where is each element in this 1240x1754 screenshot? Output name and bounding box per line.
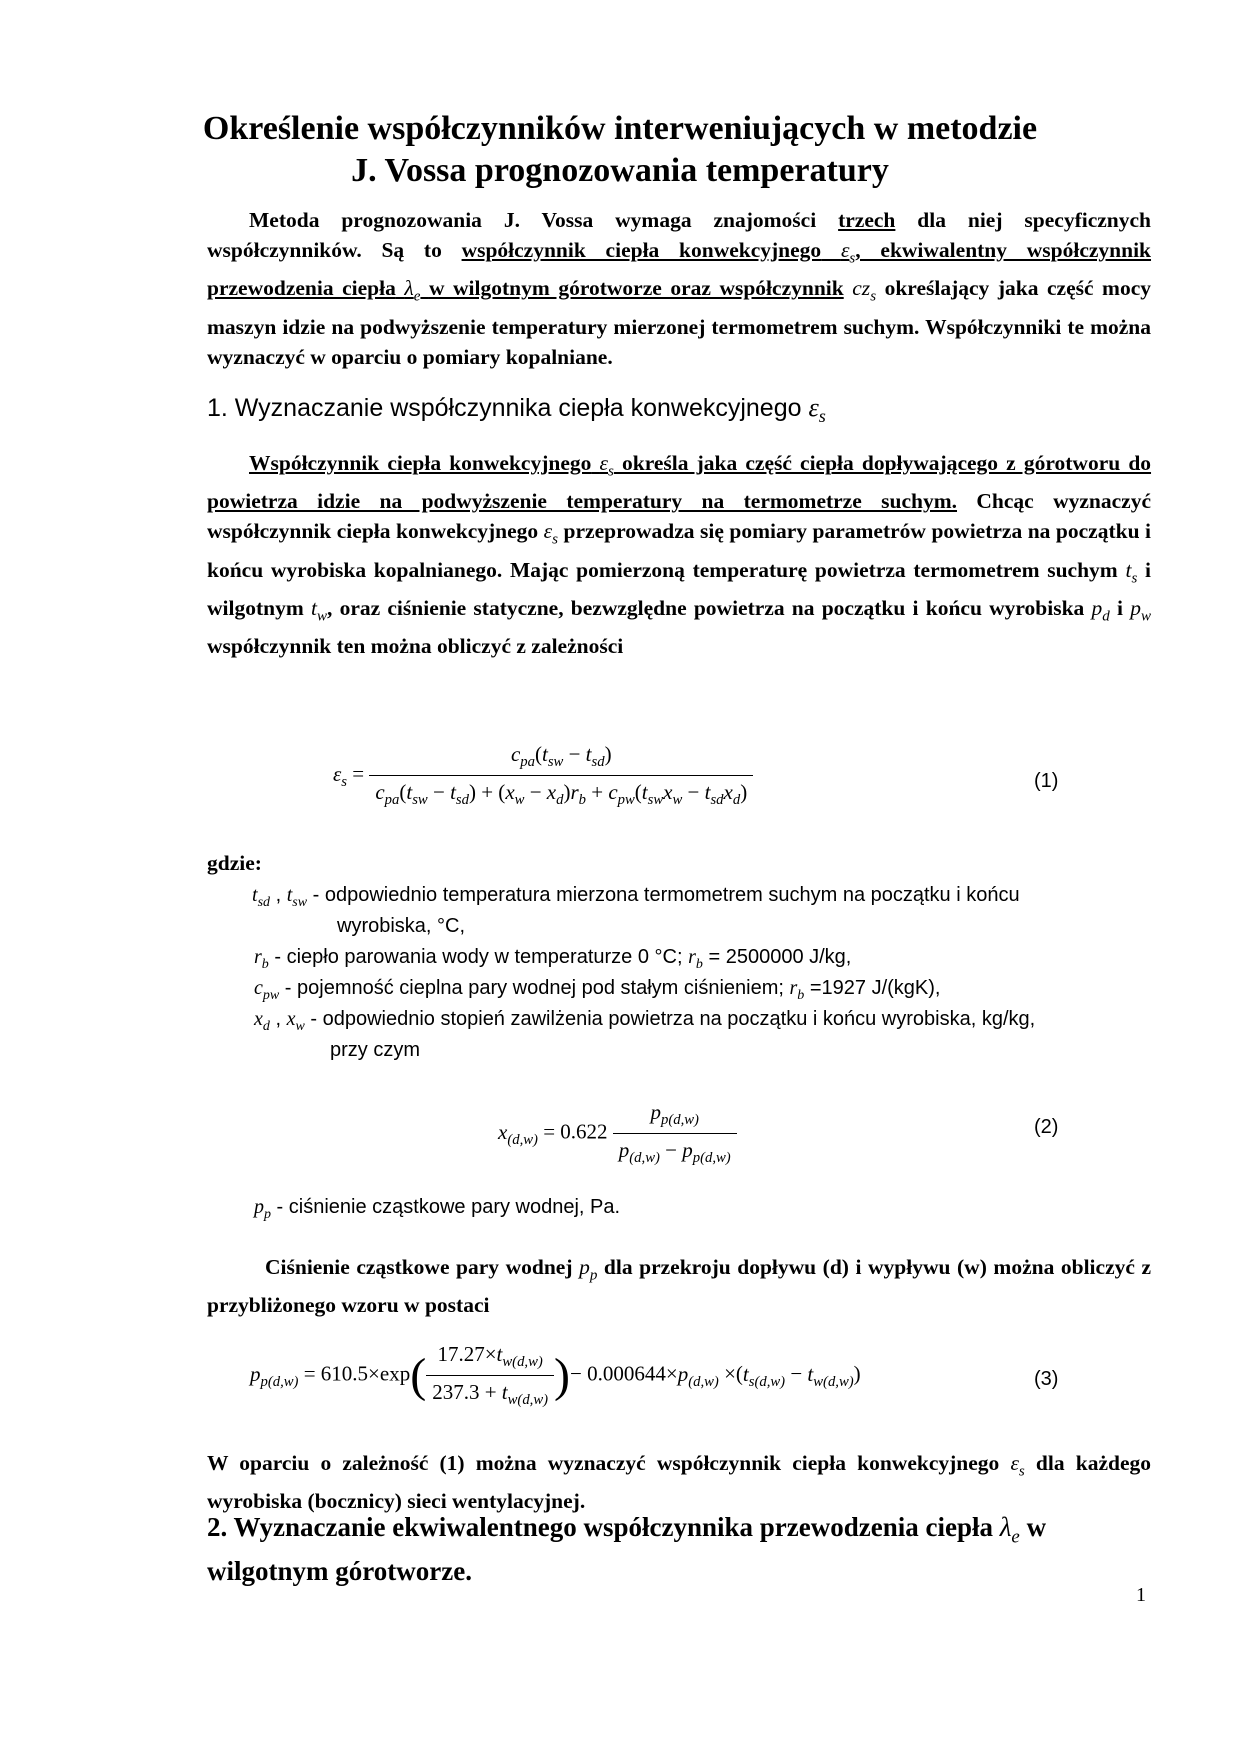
document-title-line1: Określenie współczynników interweniujących w metodzie — [202, 110, 1038, 147]
intro-text: określający jaka część mocy maszyn idzie na podwyższenie temperatury mierzonej termometrem suchym. Współczynniki te można wyznaczyć w oparciu o pomiary kopalniane. — [207, 276, 1152, 369]
intro-underline-eps: współczynnik ciepła konwekcyjnego $\varepsilon_s$, ekwiwalentny współczynnik przewodzenia ciepła $\lambda_e$ w wilgotnym górotworze oraz współczynnik — [207, 238, 1152, 305]
page-number: 1 — [1136, 1584, 1146, 1606]
definition-xd-xw-cont: przy czym — [330, 1039, 420, 1061]
equation-2-number: (2) — [1034, 1116, 1059, 1138]
equation-2: $x_{(d,w)} = 0.622$ $\frac{p_{p(d,w)}}{p_{(d,w)} - p_{p(d,w)}}$ — [498, 1100, 737, 1167]
equation-3-number: (3) — [1034, 1368, 1059, 1390]
section1-heading: 1. Wyznaczanie współczynnika ciepła konwekcyjnego $\varepsilon_s$ — [207, 393, 826, 427]
equation-1-number: (1) — [1034, 770, 1059, 792]
definition-rb: $r_b$ - ciepło parowania wody w temperaturze 0 °C; $r_b = 2500000$ J/kg, — [254, 946, 852, 972]
intro-paragraph: Metoda prognozowania J. Vossa wymaga znajomości trzech dla niej specyficznych współczynników. Są to współczynnik ciepła konwekcyjnego $\varepsilon_s$, ekwiwalentny współczynnik przewodzenia ciepła $\lambda_e$ w wilgotnym górotworze oraz współczynnik $cz_s$ określający jaka część mocy maszyn idzie na podwyższenie temperatury mierzonej termometrem suchym. Współczynniki te można wyznaczyć w oparciu o pomiary kopalniane. — [207, 208, 1152, 369]
partial-pressure-paragraph: Ciśnienie cząstkowe pary wodnej $p_p$ dla przekroju dopływu (d) i wypływu (w) można obliczyć z przybliżonego wzoru w postaci — [207, 1255, 1151, 1318]
definition-pp: $p_p$ - ciśnienie cząstkowe pary wodnej, Pa. — [254, 1196, 621, 1222]
definition-tsd-tsw-cont: wyrobiska, °C, — [337, 915, 466, 937]
section2-heading: 2. Wyznaczanie ekwiwalentnego współczynnika przewodzenia ciepła $\lambda_e$ w wilgotnym górotworze. — [207, 1512, 1047, 1587]
gdzie-label: gdzie: — [207, 851, 262, 875]
definition-tsd-tsw: $t_{sd}$ , $t_{sw}$ - odpowiednio temperatura mierzona termometrem suchym na początku i końcu — [252, 884, 1020, 910]
intro-text: Metoda prognozowania J. Vossa wymaga znajomości — [249, 208, 839, 232]
intro-text: dla niej specyficznych współczynników. Są to — [207, 208, 1151, 262]
equation-1: $\varepsilon_s$ = $\frac{c_{pa}(t_{sw} - t_{sd})}{c_{pa}(t_{sw} - t_{sd}) + (x_w - x_d)r_b + c_{pw}(t_{sw}x_w - t_{sd}x_d)}$ — [333, 742, 753, 809]
intro-underline-trzech: trzech — [838, 208, 896, 232]
conclusion-paragraph: W oparciu o zależność (1) można wyznaczyć współczynnik ciepła konwekcyjnego $\varepsilon_s$ dla każdego wyrobiska (bocznicy) sieci wentylacyjnej. — [207, 1451, 1152, 1514]
section1-definition: Współczynnik ciepła konwekcyjnego $\varepsilon_s$ określa jaka część ciepła dopływającego z górotworu do powietrza idzie na podwyższenie temperatury na termometrze suchym. — [207, 451, 1152, 514]
definition-xd-xw: $x_d$ , $x_w$ - odpowiednio stopień zawilżenia powietrza na początku i końcu wyrobiska, kg/kg, — [254, 1008, 1036, 1034]
equation-3: $p_{p(d,w)} = 610.5\times\exp$( $\frac{17.27\times t_{w(d,w)}}{237.3 + t_{w(d,w)}}$ )− $0.000644\times p_{(d,w)} \times(t_{s(d,w)} - t_{w(d,w)})$ — [250, 1342, 861, 1409]
document-title-line2: J. Vossa prognozowania temperatury — [351, 152, 889, 189]
section1-paragraph: Współczynnik ciepła konwekcyjnego $\varepsilon_s$ określa jaka część ciepła dopływającego z górotworu do powietrza idzie na podwyższenie temperatury na termometrze suchym. Chcąc wyznaczyć współczynnik ciepła konwekcyjnego $\varepsilon_s$ przeprowadza się pomiary parametrów powietrza na początku i końcu wyrobiska kopalnianego. Mając pomierzoną temperaturę powietrza termometrem suchym $t_s$ i wilgotnym $t_w$, oraz ciśnienie statyczne, bezwzględne powietrza na początku i końcu wyrobiska $p_d$ i $p_w$ współczynnik ten można obliczyć z zależności — [207, 451, 1152, 659]
definition-cpw: $c_{pw}$ - pojemność cieplna pary wodnej pod stałym ciśnieniem; $r_b =1927$ J/(kgK), — [254, 977, 941, 1003]
